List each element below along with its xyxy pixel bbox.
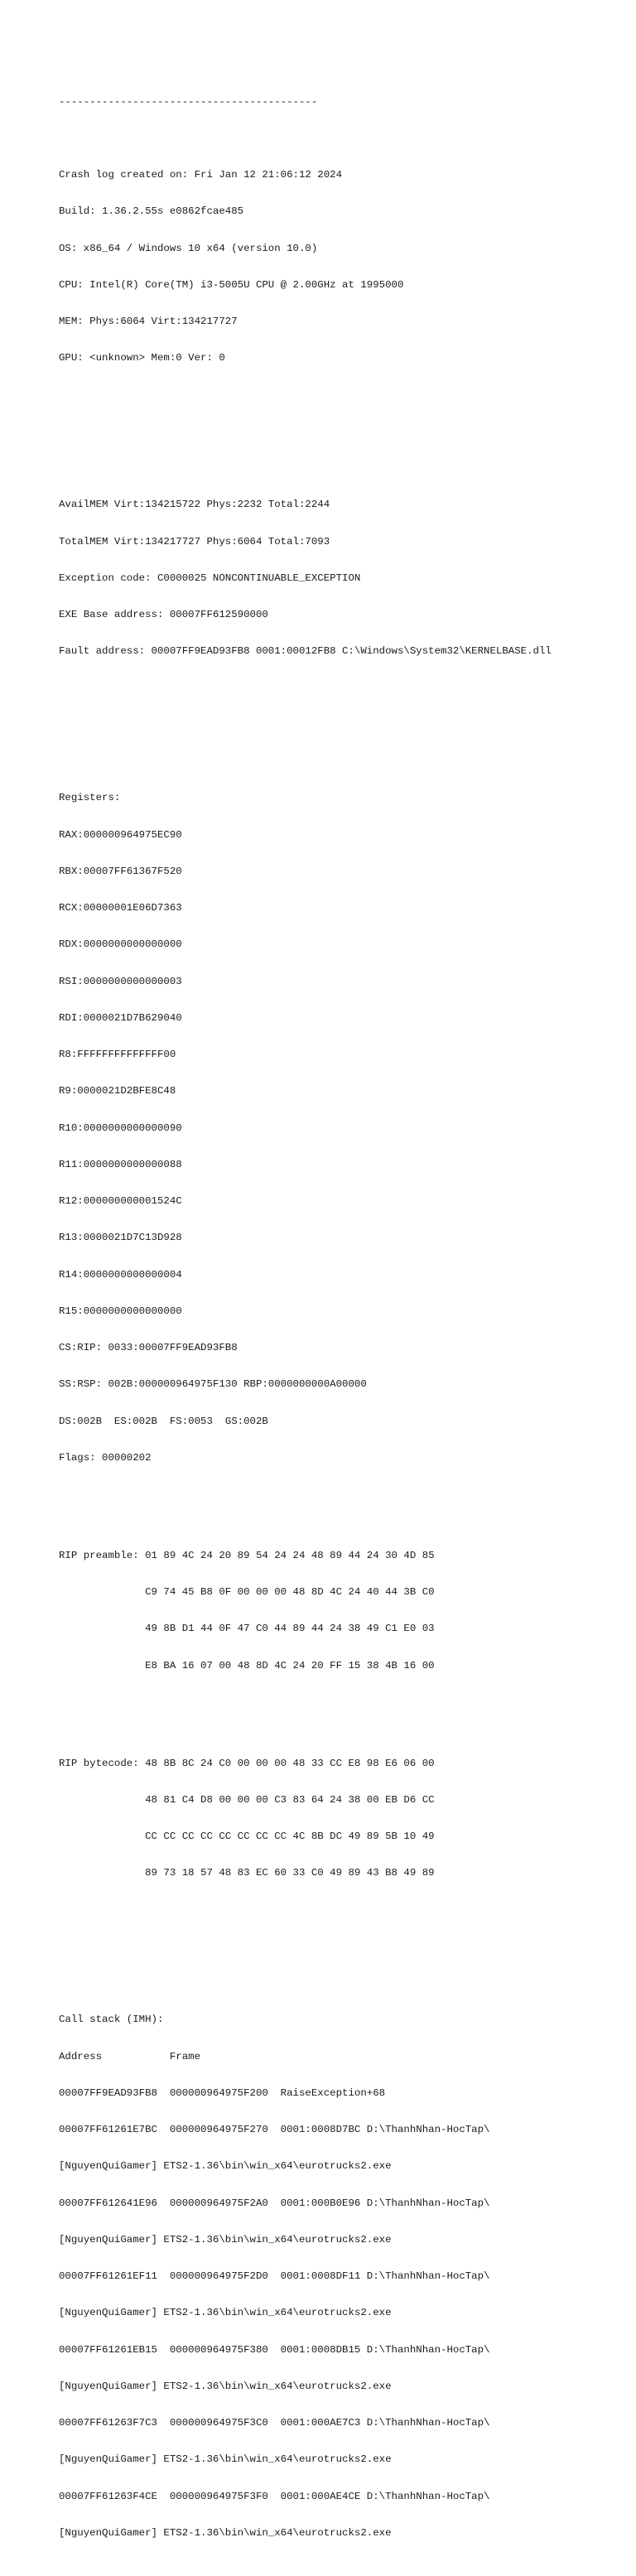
blank-line [59,426,622,438]
rip-bytecode-line: RIP bytecode: 48 8B 8C 24 C0 00 00 00 48 33 CC E8 98 E6 06 00 [59,1757,435,1769]
registers-section [59,768,622,1488]
registers-title: Registers: [59,792,121,804]
total-mem-line: TotalMEM Virt:134217727 Phys:6064 Total:7093 [59,535,330,548]
call-stack-line: 00007FF612641E96 000000964975F2A0 0001:000B0E96 D:\ThanhNhan-HocTap\ [59,2197,490,2209]
avail-mem-line: AvailMEM Virt:134215722 Phys:2232 Total:2244 [59,499,330,511]
blank-line [59,1941,622,1953]
header-section [59,145,622,389]
register-r11: R11:0000000000000088 [59,1158,182,1170]
rip-bytecode-line: CC CC CC CC CC CC CC CC 4C 8B DC 49 89 5B 10 49 [59,1831,435,1842]
rip-bytecode-line: 89 73 18 57 48 83 EC 60 33 C0 49 89 43 B8 49 89 [59,1867,435,1879]
rip-preamble-section [59,1525,622,1696]
call-stack-line: [NguyenQuiGamer] ETS2-1.36\bin\win_x64\eurotrucks2.exe [59,2526,392,2539]
mem-line: MEM: Phys:6064 Virt:134217727 [59,316,238,327]
rip-preamble-line: C9 74 45 B8 0F 00 00 00 48 8D 4C 24 40 44 3B C0 [59,1586,435,1598]
rip-preamble-line: E8 BA 16 07 00 48 8D 4C 24 20 FF 15 38 4B 16 00 [59,1659,435,1672]
exe-base-address-line: EXE Base address: 00007FF612590000 [59,609,268,620]
gpu-line: GPU: <unknown> Mem:0 Ver: 0 [59,352,225,364]
call-stack-line: 00007FF9EAD93FB8 000000964975F200 RaiseException+68 [59,2086,386,2099]
cpu-line: CPU: Intel(R) Core(TM) i3-5005U CPU @ 2.00GHz at 1995000 [59,278,404,291]
call-stack-line: 00007FF61263F4CE 000000964975F3F0 0001:000AE4CE D:\ThanhNhan-HocTap\ [59,2490,490,2502]
register-r13: R13:0000021D7C13D928 [59,1232,182,1244]
register-cs-rip: CS:RIP: 0033:00007FF9EAD93FB8 [59,1342,238,1353]
register-r9: R9:0000021D2BFE8C48 [59,1085,176,1097]
call-stack-line: [NguyenQuiGamer] ETS2-1.36\bin\win_x64\eurotrucks2.exe [59,2160,392,2173]
call-stack-line: [NguyenQuiGamer] ETS2-1.36\bin\win_x64\eurotrucks2.exe [59,2380,392,2392]
register-r14: R14:0000000000000004 [59,1268,182,1281]
crash-log-document [59,71,622,2576]
call-stack-header: Address Frame [59,2050,201,2062]
register-rcx: RCX:00000001E06D7363 [59,902,182,914]
register-r8: R8:FFFFFFFFFFFFFF00 [59,1049,176,1060]
rip-bytecode-section [59,1733,622,1904]
register-rsi: RSI:0000000000000003 [59,975,182,987]
call-stack-line: [NguyenQuiGamer] ETS2-1.36\bin\win_x64\eurotrucks2.exe [59,2453,392,2466]
register-segments: DS:002B ES:002B FS:0053 GS:002B [59,1415,268,1427]
register-rbx: RBX:00007FF61367F520 [59,865,182,877]
call-stack-line: 00007FF61261E7BC 000000964975F270 0001:0008D7BC D:\ThanhNhan-HocTap\ [59,2124,490,2135]
os-line: OS: x86_64 / Windows 10 x64 (version 10.0) [59,242,318,254]
register-r10: R10:0000000000000090 [59,1122,182,1134]
call-stack-line: [NguyenQuiGamer] ETS2-1.36\bin\win_x64\eurotrucks2.exe [59,2307,392,2319]
crash-log-created-line: Crash log created on: Fri Jan 12 21:06:12 2024 [59,169,343,181]
blank-line [59,719,622,731]
build-line: Build: 1.36.2.55s e0862fcae485 [59,205,244,218]
call-stack-line: [NguyenQuiGamer] ETS2-1.36\bin\win_x64\eurotrucks2.exe [59,2233,392,2246]
rip-bytecode-line: 48 81 C4 D8 00 00 00 C3 83 64 24 38 00 EB D6 CC [59,1793,435,1806]
rip-preamble-line: 49 8B D1 44 0F 47 C0 44 89 44 24 38 49 C1 E0 03 [59,1623,435,1635]
register-ss-rsp: SS:RSP: 002B:000000964975F130 RBP:0000000000A00000 [59,1378,367,1391]
call-stack-section [59,1990,622,2564]
register-flags: Flags: 00000202 [59,1451,152,1464]
register-rdx: RDX:0000000000000000 [59,938,182,951]
call-stack-line: 00007FF61263F7C3 000000964975F3C0 0001:000AE7C3 D:\ThanhNhan-HocTap\ [59,2417,490,2429]
register-rdi: RDI:0000021D7B629040 [59,1011,182,1024]
fault-address-line: Fault address: 00007FF9EAD93FB8 0001:00012FB8 C:\Windows\System32\KERNELBASE.dll [59,645,552,658]
rip-preamble-line: RIP preamble: 01 89 4C 24 20 89 54 24 24 48 89 44 24 30 4D 85 [59,1549,435,1561]
call-stack-line: 00007FF61261EB15 000000964975F380 0001:0008DB15 D:\ThanhNhan-HocTap\ [59,2343,490,2356]
call-stack-title: Call stack (IMH): [59,2014,164,2026]
register-rax: RAX:000000964975EC90 [59,828,182,841]
memory-info-section [59,475,622,683]
register-r15: R15:0000000000000000 [59,1305,182,1317]
separator-line: ------------------------------------------ [59,95,318,108]
call-stack-line: 00007FF61261EF11 000000964975F2D0 0001:0008DF11 D:\ThanhNhan-HocTap\ [59,2270,490,2282]
register-r12: R12:000000000001524C [59,1195,182,1207]
exception-code-line: Exception code: C0000025 NONCONTINUABLE_EXCEPTION [59,572,361,584]
